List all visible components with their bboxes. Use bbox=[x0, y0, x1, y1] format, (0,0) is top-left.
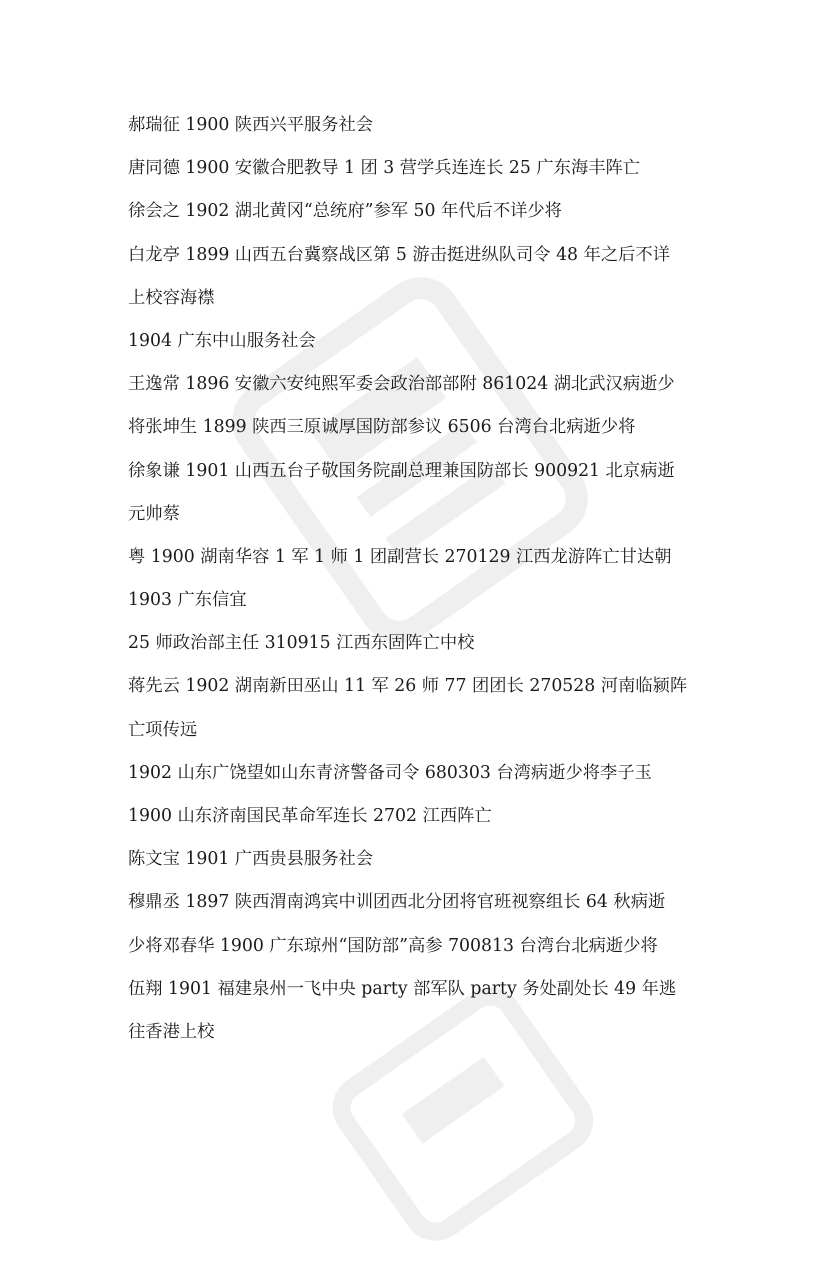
text-line: 25 师政治部主任 310915 江西东固阵亡中校 bbox=[128, 633, 475, 654]
text-line: 陈文宝 1901 广西贵县服务社会 bbox=[128, 849, 374, 870]
document-body bbox=[128, 104, 718, 1054]
text-line: 白龙亭 1899 山西五台冀察战区第 5 游击挺进纵队司令 48 年之后不详 bbox=[128, 244, 670, 265]
text-line: 唐同德 1900 安徽合肥教导 1 团 3 营学兵连连长 25 广东海丰阵亡 bbox=[128, 158, 641, 179]
text-line: 粤 1900 湖南华容 1 军 1 师 1 团副营长 270129 江西龙游阵亡甘达朝 bbox=[128, 546, 672, 567]
text-line: 徐象谦 1901 山西五台子敬国务院副总理兼国防部长 900921 北京病逝 bbox=[128, 460, 675, 481]
text-line: 蒋先云 1902 湖南新田巫山 11 军 26 师 77 团团长 270528 河南临颍阵 bbox=[128, 676, 688, 697]
text-line: 往香港上校 bbox=[128, 1021, 215, 1042]
text-line: 王逸常 1896 安徽六安纯熙军委会政治部部附 861024 湖北武汉病逝少 bbox=[128, 374, 675, 395]
text-line: 徐会之 1902 湖北黄冈“总统府”参军 50 年代后不详少将 bbox=[128, 201, 562, 222]
text-line: 穆鼎丞 1897 陕西渭南鸿宾中训团西北分团将官班视察组长 64 秋病逝 bbox=[128, 892, 666, 913]
text-line: 亡项传远 bbox=[128, 719, 198, 740]
text-line: 1903 广东信宜 bbox=[128, 590, 247, 611]
text-line: 少将邓春华 1900 广东琼州“国防部”高参 700813 台湾台北病逝少将 bbox=[128, 935, 658, 956]
text-line: 将张坤生 1899 陕西三原诚厚国防部参议 6506 台湾台北病逝少将 bbox=[128, 417, 636, 438]
text-line: 郝瑞征 1900 陕西兴平服务社会 bbox=[128, 115, 374, 135]
text-line: 伍翔 1901 福建泉州一飞中央 party 部军队 party 务处副处长 49 年逃 bbox=[128, 978, 677, 999]
text-line: 1902 山东广饶望如山东青济警备司令 680303 台湾病逝少将李子玉 bbox=[128, 762, 652, 783]
text-line: 元帅蔡 bbox=[128, 503, 180, 524]
text-line: 1900 山东济南国民革命军连长 2702 江西阵亡 bbox=[128, 806, 492, 826]
text-line: 1904 广东中山服务社会 bbox=[128, 330, 316, 351]
text-line: 上校容海襟 bbox=[128, 287, 215, 308]
